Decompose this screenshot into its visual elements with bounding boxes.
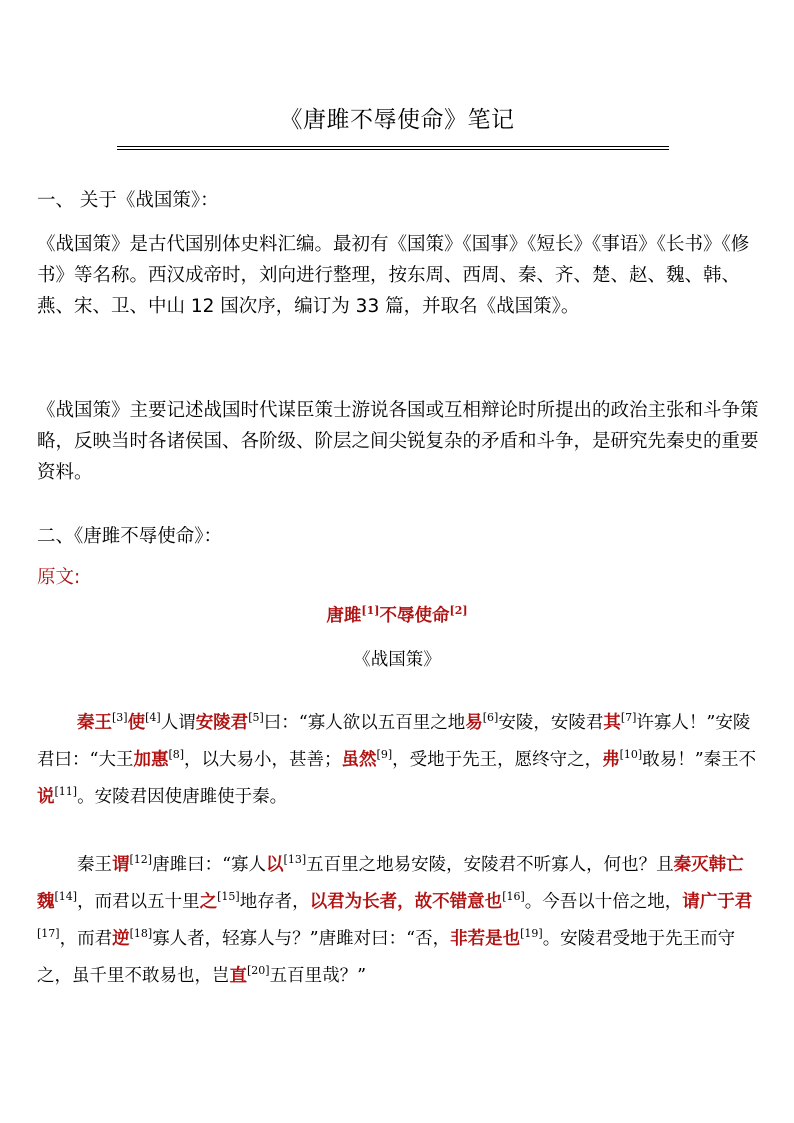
- text-run: ，而君以五十里: [77, 892, 200, 912]
- annotated-term: 逆: [112, 929, 130, 949]
- text-run: 五百里哉？”: [269, 966, 367, 986]
- footnote-ref: [5]: [248, 711, 264, 725]
- footnote-ref: [4]: [145, 711, 161, 725]
- classical-paragraph-1: [37, 705, 759, 816]
- footnote-ref: [8]: [168, 748, 185, 762]
- text-run: ，而君: [59, 929, 113, 949]
- annotated-term: 安陵君: [195, 713, 249, 733]
- footnote-ref: [16]: [502, 890, 525, 904]
- annotated-term: 其: [603, 713, 621, 733]
- footnote-ref: [17]: [37, 927, 60, 941]
- classical-text-source: 《战国策》: [353, 650, 441, 670]
- page-title: 《唐雎不辱使命》笔记: [279, 107, 515, 133]
- annotated-term: 秦灭韩亡魏: [37, 855, 744, 912]
- text-run: ，以大易小，甚善；: [184, 750, 342, 770]
- annotated-term: 之: [199, 892, 218, 912]
- footnote-ref: [10]: [619, 748, 643, 762]
- text-run: 。安陵君因使唐雎使于秦。: [77, 787, 288, 807]
- footnote-ref: [6]: [482, 711, 499, 725]
- footnote-ref: [2]: [449, 604, 468, 618]
- title-divider-double: [117, 149, 669, 150]
- text-run: 。今吾以十倍之地，: [524, 892, 683, 912]
- footnote-ref: [3]: [112, 711, 128, 725]
- annotated-term: 加惠: [133, 750, 169, 770]
- text-run: 唐雎曰：“寡人: [152, 855, 267, 875]
- text-run: 曰：“寡人欲以五百里之地: [263, 713, 466, 733]
- annotated-term: 弗: [602, 750, 620, 770]
- footnote-ref: [1]: [361, 604, 380, 618]
- text-run: 敢易！”秦王不: [642, 750, 757, 770]
- footnote-ref: [7]: [620, 711, 637, 725]
- annotated-term: 易: [465, 713, 483, 733]
- annotated-term: 虽然: [341, 750, 377, 770]
- text-title-part: 不辱使命: [379, 606, 450, 626]
- footnote-ref: [18]: [129, 927, 153, 941]
- annotated-term: 使: [127, 713, 146, 733]
- section-heading-1: 一、 关于《战国策》：: [37, 190, 219, 211]
- text-run: 许寡人！”安陵君曰：“大王: [37, 713, 751, 770]
- text-run: 寡人者，轻寡人与？”唐雎对曰：“否，: [152, 929, 451, 949]
- annotated-term: 请广于君: [682, 892, 753, 912]
- footnote-ref: [20]: [247, 964, 270, 978]
- section-heading-2: 二、《唐雎不辱使命》：: [37, 526, 223, 547]
- text-run: 安陵，安陵君: [498, 713, 604, 733]
- footnote-ref: [9]: [376, 748, 393, 762]
- footnote-ref: [14]: [54, 890, 78, 904]
- classical-text-title: [0, 601, 794, 632]
- annotated-term: 谓: [112, 855, 130, 875]
- footnote-ref: [13]: [283, 853, 307, 867]
- text-run: 五百里之地易安陵，安陵君不听寡人，何也？且: [306, 855, 674, 875]
- text-run: 人谓: [160, 713, 196, 733]
- original-text-label: 原文:: [37, 567, 81, 588]
- annotated-term: 秦王: [77, 713, 112, 733]
- intro-paragraph-2: 《战国策》主要记述战国时代谋臣策士游说各国或互相辩论时所提出的政治主张和斗争策略，反映当时各诸侯国、各阶级、阶层之间尖锐复杂的矛盾和斗争，是研究先秦史的重要资料。: [37, 400, 759, 483]
- title-divider: [117, 146, 669, 147]
- annotated-term: 说: [37, 787, 55, 807]
- text-run: 地存者，: [239, 892, 310, 912]
- text-run: 。安陵君受地于先王而守之，虽千里不敢易也，岂: [37, 929, 736, 986]
- annotated-term: 以君为长者，故不错意也: [309, 892, 503, 912]
- footnote-ref: [19]: [520, 927, 543, 941]
- annotated-term: 直: [229, 966, 247, 986]
- classical-paragraph-2: [37, 847, 759, 995]
- footnote-ref: [11]: [54, 785, 78, 799]
- text-title-part: 唐雎: [326, 606, 362, 626]
- intro-paragraph-1: 《战国策》是古代国别体史料汇编。最初有《国策》《国事》《短长》《事语》《长书》《修书》等名称。西汉成帝时，刘向进行整理，按东周、西周、秦、齐、楚、赵、魏、韩、燕、宋、卫、中山 12 国次序，编订为 33 篇，并取名《战国策》。: [37, 234, 750, 317]
- footnote-ref: [12]: [129, 853, 153, 867]
- text-run: 秦王: [77, 855, 112, 875]
- annotated-term: 非若是也: [450, 929, 521, 949]
- text-run: ，受地于先王，愿终守之，: [392, 750, 603, 770]
- footnote-ref: [15]: [217, 890, 240, 904]
- annotated-term: 以: [266, 855, 284, 875]
